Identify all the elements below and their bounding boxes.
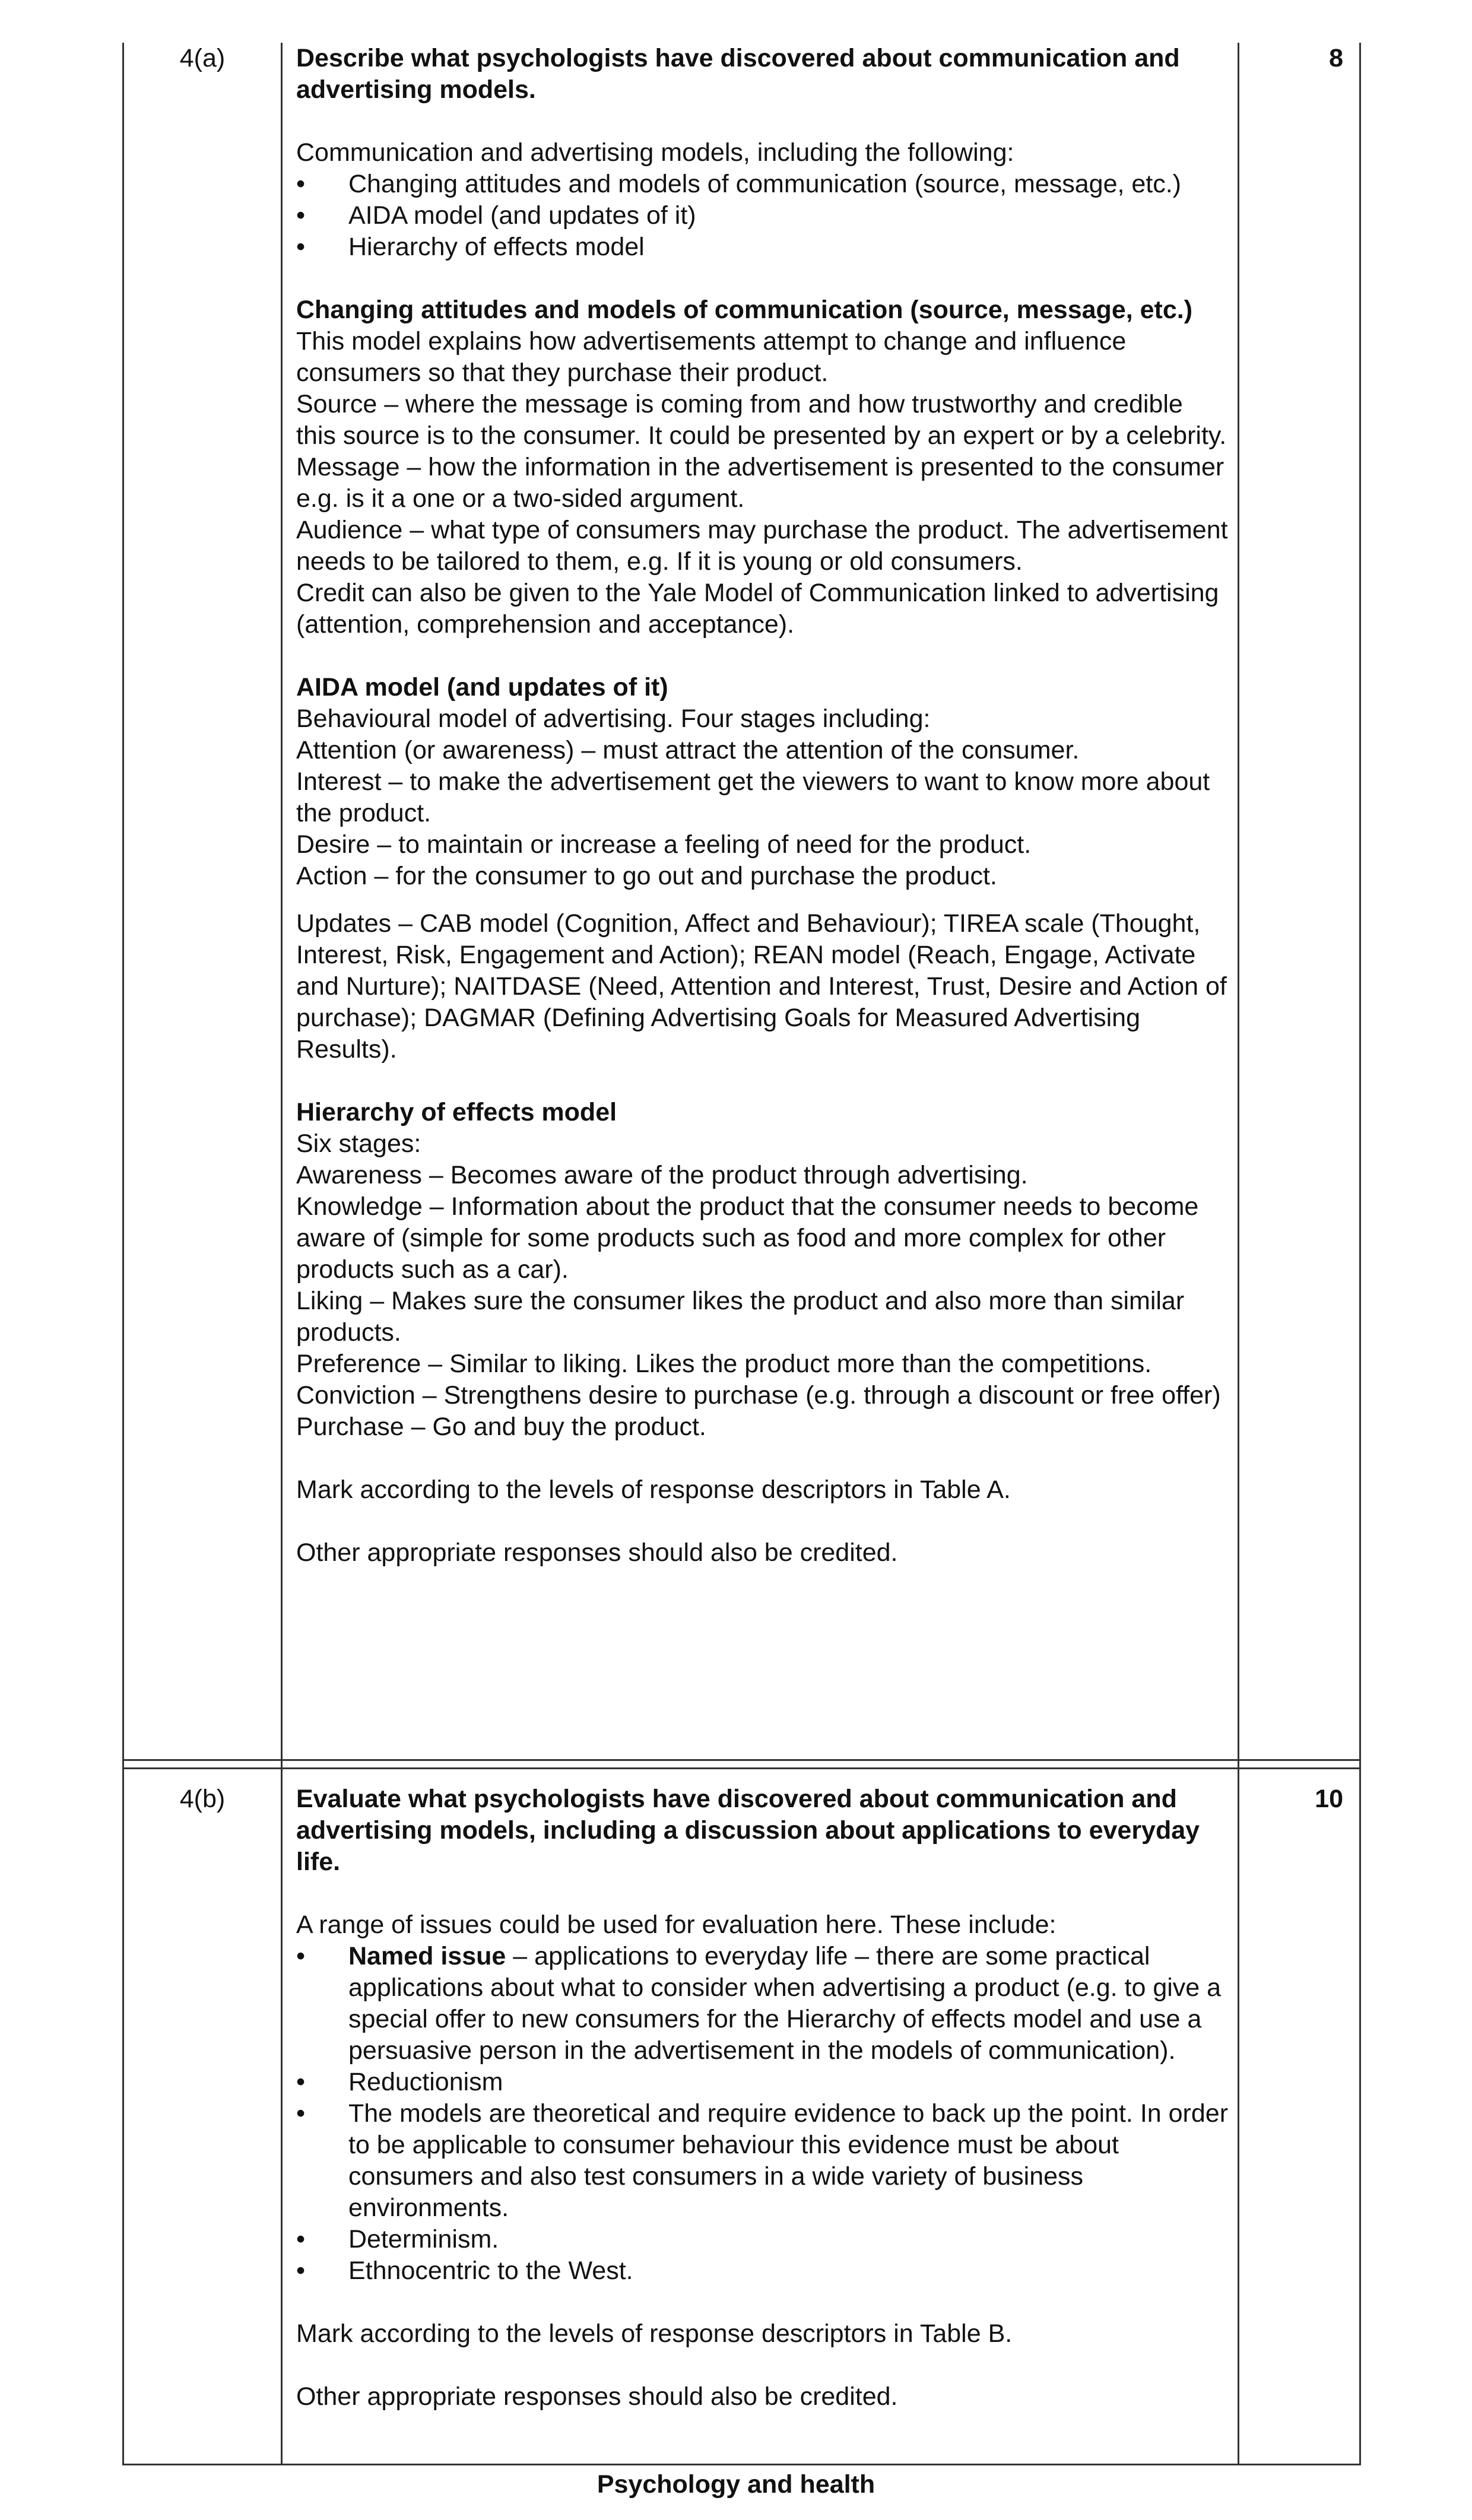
paragraph: Desire – to maintain or increase a feeling of need for the product. (296, 830, 1032, 859)
mark-scheme-table (122, 43, 1361, 2465)
paragraph: Message – how the information in the advertisement is presented to the consumer e.g. is it a one or a two-sided argument. (296, 453, 1224, 513)
paragraph: Behavioural model of advertising. Four stages including: (296, 704, 931, 733)
paragraph: Action – for the consumer to go out and purchase the product. (296, 862, 997, 890)
paragraph: Liking – Makes sure the consumer likes the product and also more than similar products. (296, 1287, 1185, 1347)
section-heading: Hierarchy of effects model (296, 1098, 617, 1126)
question-text: Evaluate what psychologists have discovered about communication and advertising models, including a discussion about applications to everyday life. (296, 1785, 1200, 1876)
marking-note: Mark according to the levels of response descriptors in Table B. (296, 2319, 1013, 2348)
named-issue-label: Named issue (348, 1942, 506, 1970)
list-item: • AIDA model (and updates of it) (296, 200, 1228, 231)
paragraph: Six stages: (296, 1129, 421, 1158)
column-divider (281, 43, 283, 1759)
column-divider (1238, 43, 1239, 1759)
list-item (296, 1941, 1228, 2067)
named-issue-text: – applications to everyday life – there are some practical applications about what to consider when advertising a product (e.g. to give a special offer to new consumers for the Hierarchy of effects model and use a persuasive person in the advertisement in the models of communication). (348, 1942, 1222, 2065)
evaluation-issues-list (296, 1941, 1228, 2287)
paragraph: Preference – Similar to liking. Likes the product more than the competitions. (296, 1350, 1152, 1378)
credit-note: Other appropriate responses should also be credited. (296, 2382, 898, 2411)
list-item: • Determinism. (296, 2224, 1228, 2255)
question-number: 4(b) (179, 1785, 226, 1813)
paragraph: Source – where the message is coming from and how trustworthy and credible this source is to the consumer. It could be presented by an expert or by a celebrity. (296, 390, 1227, 450)
question-row-4b (124, 1767, 1359, 2465)
row-separator (124, 1759, 1359, 1761)
topic-list (296, 169, 1228, 263)
paragraph: Knowledge – Information about the product that the consumer needs to become aware of (simple for some products such as food and more complex for other products such as a car). (296, 1192, 1199, 1284)
page-footer: Psychology and health (597, 2470, 875, 2499)
paragraph: Updates – CAB model (Cognition, Affect and Behaviour); TIREA scale (Thought, Interest, Risk, Engagement and Action); REAN model (Reach, Engage, Activate and Nurture); NAITDASE (Need, Attention and Interest, Trust, Desire and Action of purchase); DAGMAR (Defining Advertising Goals for Measured Advertising Results). (296, 909, 1227, 1064)
answer-guidance (296, 1783, 1228, 2413)
paragraph: Attention (or awareness) – must attract the attention of the consumer. (296, 736, 1080, 764)
question-number: 4(a) (179, 44, 226, 72)
section-heading: AIDA model (and updates of it) (296, 673, 668, 702)
list-item: • Changing attitudes and models of communication (source, message, etc.) (296, 169, 1228, 200)
list-item: • Reductionism (296, 2067, 1228, 2098)
paragraph: This model explains how advertisements attempt to change and influence consumers so that they purchase their product. (296, 327, 1127, 387)
paragraph: Conviction – Strengthens desire to purchase (e.g. through a discount or free offer) (296, 1381, 1221, 1410)
column-divider (1238, 1769, 1239, 2465)
list-item: • Ethnocentric to the West. (296, 2255, 1228, 2287)
paragraph: Credit can also be given to the Yale Model of Communication linked to advertising (attention, comprehension and acceptance). (296, 579, 1219, 639)
list-item: • Hierarchy of effects model (296, 231, 1228, 263)
intro-text: Communication and advertising models, including the following: (296, 138, 1014, 167)
intro-text: A range of issues could be used for evaluation here. These include: (296, 1910, 1057, 1939)
paragraph: Purchase – Go and buy the product. (296, 1413, 706, 1441)
question-marks: 10 (1315, 1785, 1343, 1813)
list-item: • The models are theoretical and require evidence to back up the point. In order to be applicable to consumer behaviour this evidence must be about consumers and also test consumers in a wide variety of business environments. (296, 2098, 1228, 2224)
column-divider (281, 1769, 283, 2465)
column-divider (281, 1759, 283, 1767)
answer-guidance (296, 43, 1228, 1569)
paragraph: Interest – to make the advertisement get the viewers to want to know more about the product. (296, 767, 1210, 827)
section-heading: Changing attitudes and models of communication (source, message, etc.) (296, 296, 1193, 324)
column-divider (1238, 1759, 1239, 1767)
question-marks: 8 (1329, 44, 1343, 72)
credit-note: Other appropriate responses should also be credited. (296, 1538, 898, 1567)
paragraph: Awareness – Becomes aware of the product through advertising. (296, 1161, 1028, 1189)
paragraph: Audience – what type of consumers may purchase the product. The advertisement needs to be tailored to them, e.g. If it is young or old consumers. (296, 516, 1228, 576)
marking-note: Mark according to the levels of response descriptors in Table A. (296, 1475, 1011, 1504)
question-text: Describe what psychologists have discovered about communication and advertising models. (296, 44, 1180, 104)
question-row-4a (124, 43, 1359, 1759)
